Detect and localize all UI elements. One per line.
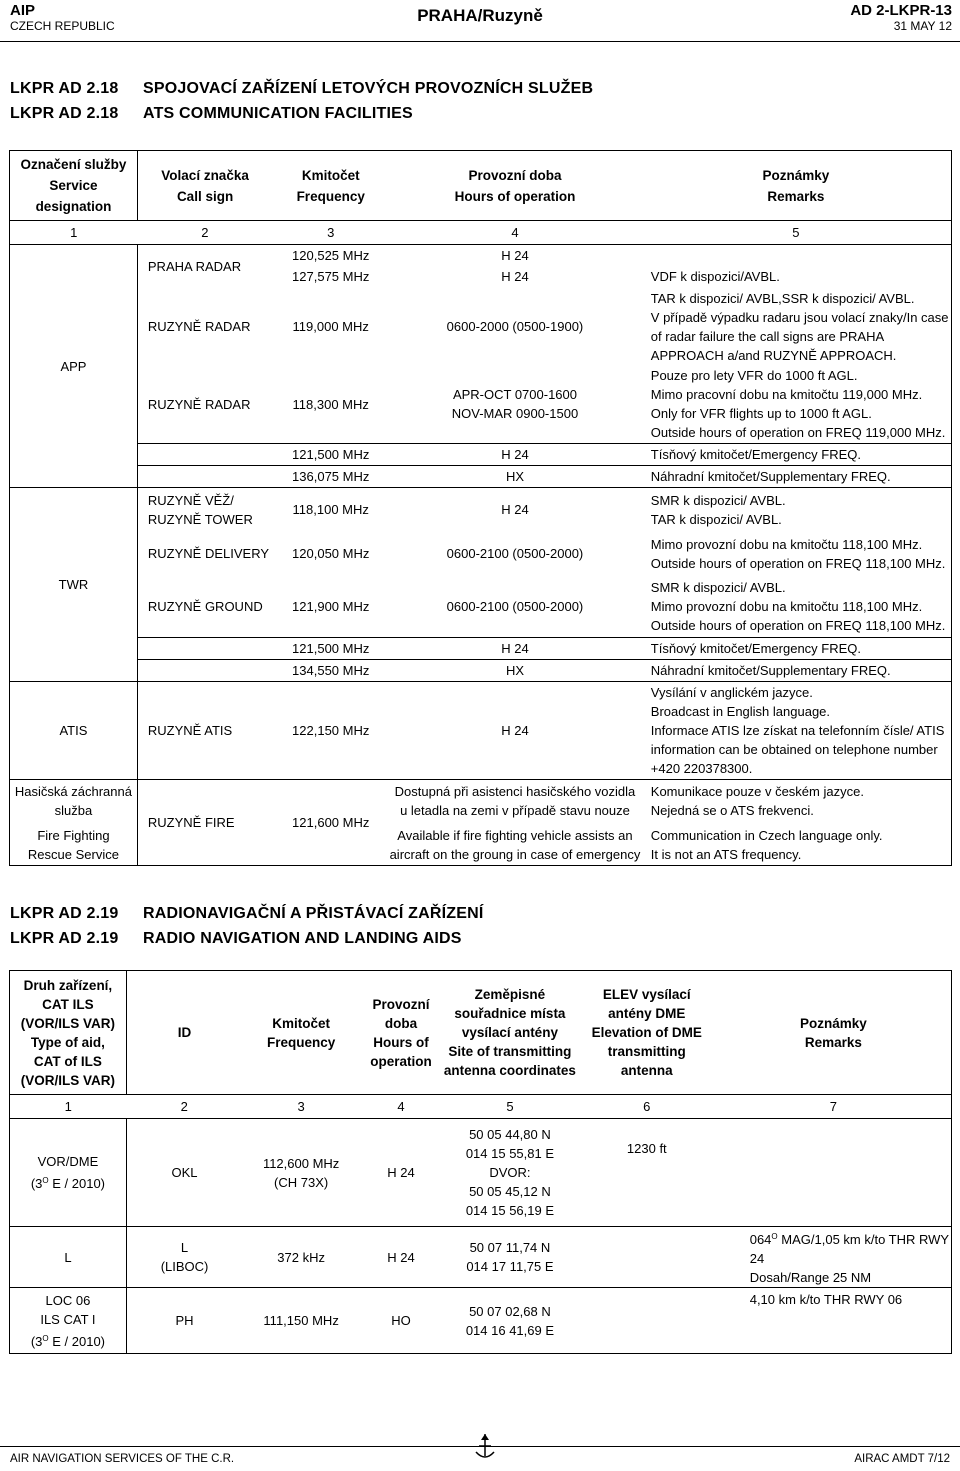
aid-id: L (LIBOC) [126, 1227, 242, 1288]
callsign: RUZYNĚ RADAR [147, 396, 251, 412]
remarks: TAR k dispozici/ AVBL,SSR k dispozici/ AVBL. V případě výpadku radaru jsou volací znaky/In case of radar failure the call signs are PRAHA APPROACH a/and RUZYNĚ APPROACH. [641, 288, 952, 366]
ats-communication-table [9, 150, 952, 866]
service-app: APP [10, 245, 138, 488]
hours: H 24 [389, 444, 641, 466]
col-header-callsign: Volací značka Call sign [137, 151, 272, 221]
table-row [10, 660, 952, 682]
callsign: PRAHA RADAR [147, 258, 242, 274]
frequency: 121,500 MHz [272, 638, 389, 660]
section-218-title-cz [10, 80, 593, 98]
column-number-row [10, 221, 952, 245]
section-title: ATS COMMUNICATION FACILITIES [143, 105, 413, 122]
callsign: RUZYNĚ ATIS [137, 682, 272, 780]
header-rule [0, 41, 960, 42]
header-right [850, 2, 952, 34]
frequency: 119,000 MHz [292, 319, 369, 334]
remarks: Náhradní kmitočet/Supplementary FREQ. [641, 466, 952, 488]
section-code: LKPR AD 2.19 [10, 905, 119, 922]
col-header-coordinates: Zeměpisné souřadnice místa vysílací antény Site of transmitting antenna coordinates [442, 971, 578, 1095]
coordinates: 50 07 02,68 N 014 16 41,69 E [442, 1288, 578, 1354]
section-title: RADIONAVIGAČNÍ A PŘISTÁVACÍ ZAŘÍZENÍ [143, 905, 484, 922]
table-row [10, 245, 952, 266]
hours: HX [389, 660, 641, 682]
table-header-row [10, 151, 952, 221]
table-row [10, 466, 952, 488]
hours: H 24 [360, 1119, 442, 1227]
callsign: RUZYNĚ VĚŽ/ RUZYNĚ TOWER [147, 492, 253, 527]
table-row [10, 1119, 952, 1227]
section-code: LKPR AD 2.18 [10, 105, 119, 122]
frequency: 111,150 MHz [242, 1288, 360, 1354]
hours: H 24 [501, 247, 529, 263]
frequency: 120,525 MHz [292, 247, 370, 263]
remarks: SMR k dispozici/ AVBL. TAR k dispozici/ AVBL. [641, 488, 952, 532]
frequency: 127,575 MHz [292, 269, 370, 284]
table-row [10, 288, 952, 366]
remarks: VDF k dispozici/AVBL. [641, 266, 952, 288]
hours: 0600-2000 (0500-1900) [446, 319, 584, 334]
table-row [10, 366, 952, 444]
hours: HX [389, 466, 641, 488]
frequency: 118,300 MHz [292, 396, 369, 412]
coordinates: 50 05 44,80 N 014 15 55,81 E DVOR: 50 05 45,12 N 014 15 56,19 E [442, 1119, 578, 1227]
hours: 0600-2100 (0500-2000) [446, 598, 584, 614]
elevation: 1230 ft [578, 1119, 716, 1227]
remarks: 4,10 km k/to THR RWY 06 [716, 1288, 952, 1354]
callsign: RUZYNĚ FIRE [137, 780, 272, 866]
col-header-id: ID [126, 971, 242, 1095]
col-number: 7 [716, 1095, 952, 1119]
frequency: 136,075 MHz [272, 466, 389, 488]
remarks [716, 1119, 952, 1227]
col-header-frequency: Kmitočet Frequency [242, 971, 360, 1095]
hours: H 24 [389, 638, 641, 660]
remarks: Tísňový kmitočet/Emergency FREQ. [641, 444, 952, 466]
remarks: Náhradní kmitočet/Supplementary FREQ. [641, 660, 952, 682]
aid-type: VOR/DME ($3^O$ E / 2010) [10, 1119, 127, 1227]
callsign: RUZYNĚ DELIVERY [147, 546, 270, 561]
hours: APR-OCT 0700-1600 NOV-MAR 0900-1500 [451, 387, 579, 422]
frequency: 121,900 MHz [292, 598, 370, 614]
page-id: AD 2-LKPR-13 [850, 2, 952, 19]
col-number: 3 [272, 221, 389, 245]
col-number: 3 [242, 1095, 360, 1119]
remarks: Mimo provozní dobu na kmitočtu 118,100 MHz. Outside hours of operation on FREQ 118,100 MHz. [641, 532, 952, 576]
section-title: RADIO NAVIGATION AND LANDING AIDS [143, 930, 462, 947]
col-header-remarks: Poznámky Remarks [641, 151, 952, 221]
col-number: 5 [442, 1095, 578, 1119]
col-number: 1 [10, 1095, 127, 1119]
frequency: 112,600 MHz (CH 73X) [242, 1119, 360, 1227]
col-number: 4 [389, 221, 641, 245]
frequency: 134,550 MHz [272, 660, 389, 682]
hours: 0600-2100 (0500-2000) [446, 546, 584, 561]
remarks: Tísňový kmitočet/Emergency FREQ. [641, 638, 952, 660]
col-number: 6 [578, 1095, 716, 1119]
aid-id: PH [126, 1288, 242, 1354]
section-code: LKPR AD 2.18 [10, 80, 119, 97]
coordinates: 50 07 11,74 N 014 17 11,75 E [442, 1227, 578, 1288]
publication-date: 31 MAY 12 [893, 19, 952, 33]
aip-label: AIP [10, 2, 36, 19]
service-fire: Hasičská záchranná služba Fire Fighting Rescue Service [10, 780, 138, 866]
remarks: SMR k dispozici/ AVBL. Mimo provozní dobu na kmitočtu 118,100 MHz. Outside hours of operation on FREQ 118,100 MHz. [641, 576, 952, 638]
table-row [10, 1288, 952, 1354]
col-number: 4 [360, 1095, 442, 1119]
section-218-title-en [10, 105, 413, 123]
ans-logo-icon [472, 1432, 498, 1462]
table-row [10, 682, 952, 780]
service-twr: TWR [10, 488, 138, 682]
table-row [10, 532, 952, 576]
hours: H 24 [501, 269, 529, 284]
table-row [10, 638, 952, 660]
section-219-title-cz [10, 905, 484, 923]
column-number-row [10, 1095, 952, 1119]
frequency: 372 kHz [242, 1227, 360, 1288]
service-atis: ATIS [10, 682, 138, 780]
remarks: $064^O$ MAG/1,05 km k/to THR RWY 24 Dosah/Range 25 NM [716, 1227, 952, 1288]
section-219-title-en [10, 930, 462, 948]
col-number: 1 [10, 221, 138, 245]
hours: HO [360, 1288, 442, 1354]
remarks: Komunikace pouze v českém jazyce. Nejedná se o ATS frekvenci. Communication in Czech language only. It is not an ATS frequency. [641, 780, 952, 866]
col-header-type: Druh zařízení, CAT ILS (VOR/ILS VAR) Type of aid, CAT of ILS (VOR/ILS VAR) [10, 971, 127, 1095]
table-header-row [10, 971, 952, 1095]
table-row [10, 576, 952, 638]
section-code: LKPR AD 2.19 [10, 930, 119, 947]
hours: H 24 [360, 1227, 442, 1288]
col-header-remarks: Poznámky Remarks [716, 971, 952, 1095]
frequency: 121,500 MHz [272, 444, 389, 466]
callsign: RUZYNĚ RADAR [147, 319, 251, 334]
aid-id: OKL [126, 1119, 242, 1227]
hours: H 24 [389, 682, 641, 780]
col-header-hours: Provozní doba Hours of operation [389, 151, 641, 221]
section-title: SPOJOVACÍ ZAŘÍZENÍ LETOVÝCH PROVOZNÍCH SLUŽEB [143, 80, 594, 97]
country-label: CZECH REPUBLIC [10, 19, 115, 33]
col-header-frequency: Kmitočet Frequency [272, 151, 389, 221]
radio-navigation-table [9, 970, 952, 1354]
aerodrome-title: PRAHA/Ruzyně [417, 6, 543, 25]
footer-publisher: AIR NAVIGATION SERVICES OF THE C.R. [10, 1453, 235, 1465]
aid-type: L [10, 1227, 127, 1288]
remarks: Vysílání v anglickém jazyce. Broadcast in English language. Informace ATIS lze získat na telefonním čísle/ ATIS information can be obtained on telephone number +420 220378300. [641, 682, 952, 780]
col-header-service: Označení služby Service designation [10, 151, 138, 221]
col-number: 2 [137, 221, 272, 245]
col-header-hours: Provozní doba Hours of operation [360, 971, 442, 1095]
frequency: 120,050 MHz [292, 546, 370, 561]
table-row [10, 488, 952, 532]
col-number: 5 [641, 221, 952, 245]
table-row [10, 780, 952, 866]
table-row [10, 444, 952, 466]
hours: H 24 [501, 502, 529, 518]
callsign: RUZYNĚ GROUND [147, 598, 263, 614]
frequency: 121,600 MHz [272, 780, 389, 866]
frequency: 118,100 MHz [292, 502, 369, 518]
table-row [10, 1227, 952, 1288]
frequency: 122,150 MHz [272, 682, 389, 780]
aid-type: LOC 06 ILS CAT I ($3^O$ E / 2010) [10, 1288, 127, 1354]
hours: Dostupná při asistenci hasičského vozidla u letadla na zemi v případě stavu nouze Available if fire fighting vehicle assists an aircraft on the groung in case of emergency [389, 780, 641, 866]
footer-amendment: AIRAC AMDT 7/12 [854, 1453, 950, 1465]
remarks: Pouze pro lety VFR do 1000 ft AGL. Mimo pracovní dobu na kmitočtu 119,000 MHz. Only for VFR flights up to 1000 ft AGL. Outside hours of operation on FREQ 119,000 MHz. [641, 366, 952, 444]
col-number: 2 [126, 1095, 242, 1119]
col-header-elevation: ELEV vysílací antény DME Elevation of DME transmitting antenna [578, 971, 716, 1095]
